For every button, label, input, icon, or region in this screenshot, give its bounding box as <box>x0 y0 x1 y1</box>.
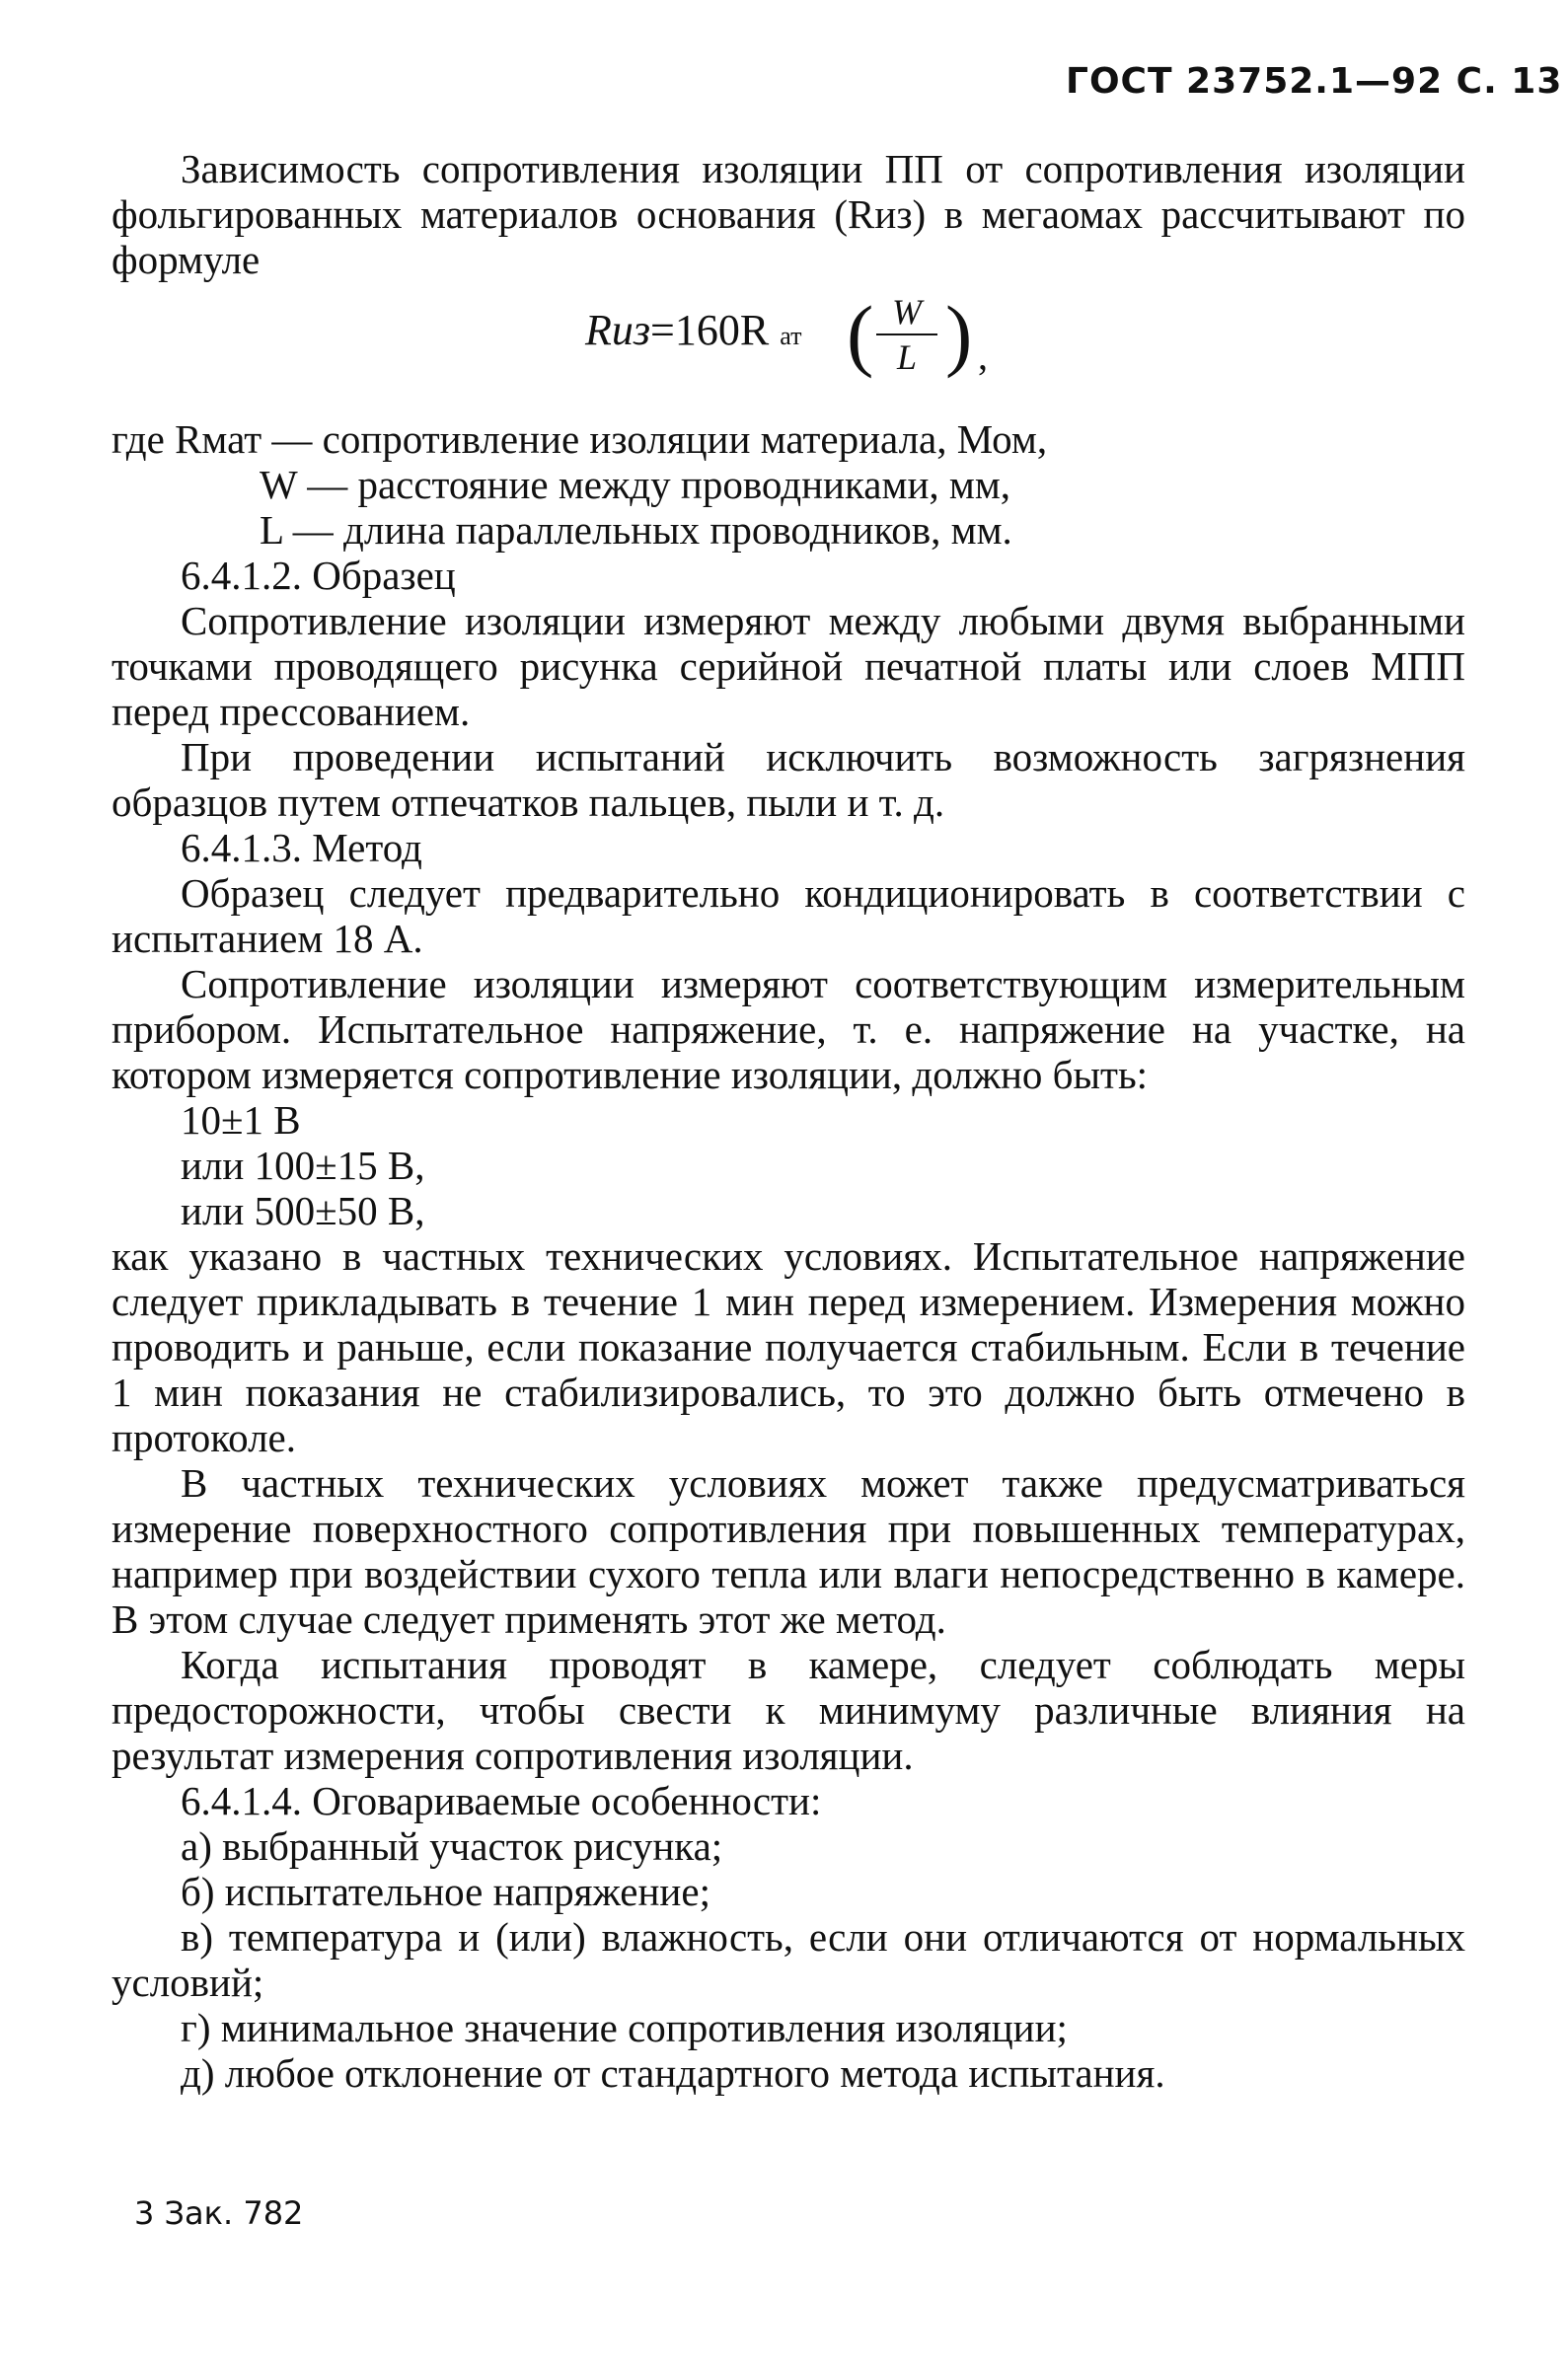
where-line-1: где Rмат — сопротивление изоляции материала, Мом, <box>112 416 1048 462</box>
intro-paragraph: Зависимость сопротивления изоляции ПП от сопротивления изоляции фольгированных материалов основания (Rиз) в мегаомах рассчитывают по формуле <box>112 146 1465 282</box>
method-paragraph-4: Когда испытания проводят в камере, следует соблюдать меры предосторожности, чтобы свести к минимуму различные влияния на результат измерения сопротивления изоляции. <box>112 1642 1465 1778</box>
method-paragraph-1: Образец следует предварительно кондиционировать в соответствии с испытанием 18 А. <box>112 870 1465 961</box>
feature-item-a: а) выбранный участок рисунка; <box>181 1823 723 1869</box>
method-continued: как указано в частных технических условиях. Испытательное напряжение следует прикладывать в течение 1 мин перед измерением. Измерения можно проводить и раньше, если показание получается стабильным. Если в течение 1 мин показания не стабилизировались, то это должно быть отмечено в протоколе. <box>112 1233 1465 1460</box>
feature-item-v: в) температура и (или) влажность, если они отличаются от нормальных условий; <box>112 1914 1465 2005</box>
where-line-2: W — расстояние между проводниками, мм, <box>260 462 1011 507</box>
body-text <box>112 146 1465 2096</box>
where-line-3: L — длина параллельных проводников, мм. <box>260 507 1012 553</box>
voltage-option-1: 10±1 В <box>181 1097 301 1143</box>
feature-item-b: б) испытательное напряжение; <box>181 1869 710 1914</box>
formula <box>112 282 1465 416</box>
formula-tail: , <box>978 333 988 378</box>
section-heading-method: 6.4.1.3. Метод <box>181 825 422 870</box>
formula-subscript: ат <box>780 322 802 350</box>
features-heading: 6.4.1.4. Оговариваемые особенности: <box>181 1778 822 1823</box>
formula-numerator: W <box>892 292 922 332</box>
section-heading-sample: 6.4.1.2. Образец <box>181 553 456 598</box>
formula-left-paren: ( <box>847 289 874 379</box>
feature-item-d: д) любое отклонение от стандартного метода испытания. <box>181 2050 1165 2096</box>
voltage-option-2: или 100±15 В, <box>181 1143 425 1188</box>
formula-fraction <box>876 292 937 377</box>
voltage-option-3: или 500±50 В, <box>181 1188 425 1233</box>
formula-right-paren: ) <box>945 289 973 379</box>
method-paragraph-2: Сопротивление изоляции измеряют соответствующим измерительным прибором. Испытательное напряжение, т. е. напряжение на участке, на котором измеряется сопротивление изоляции, должно быть: <box>112 961 1465 1097</box>
method-paragraph-3: В частных технических условиях может также предусматриваться измерение поверхностного сопротивления при повышенных температурах, например при воздействии сухого тепла или влаги непосредственно в камере. В этом случае следует применять этот же метод. <box>112 1460 1465 1642</box>
formula-lhs: Rиз <box>585 306 651 354</box>
sample-paragraph-1: Сопротивление изоляции измеряют между любыми двумя выбранными точками проводящего рисунка серийной печатной платы или слоев МПП перед прессованием. <box>112 598 1465 734</box>
page-header: ГОСТ 23752.1—92 С. 13 <box>1066 61 1563 102</box>
sample-paragraph-2: При проведении испытаний исключить возможность загрязнения образцов путем отпечатков пальцев, пыли и т. д. <box>112 734 1465 825</box>
feature-item-g: г) минимальное значение сопротивления изоляции; <box>181 2005 1068 2050</box>
page-footer: 3 Зак. 782 <box>134 2194 304 2232</box>
formula-eq: =160R <box>650 306 770 354</box>
formula-denominator: L <box>896 337 918 377</box>
fraction-bar <box>876 333 937 335</box>
